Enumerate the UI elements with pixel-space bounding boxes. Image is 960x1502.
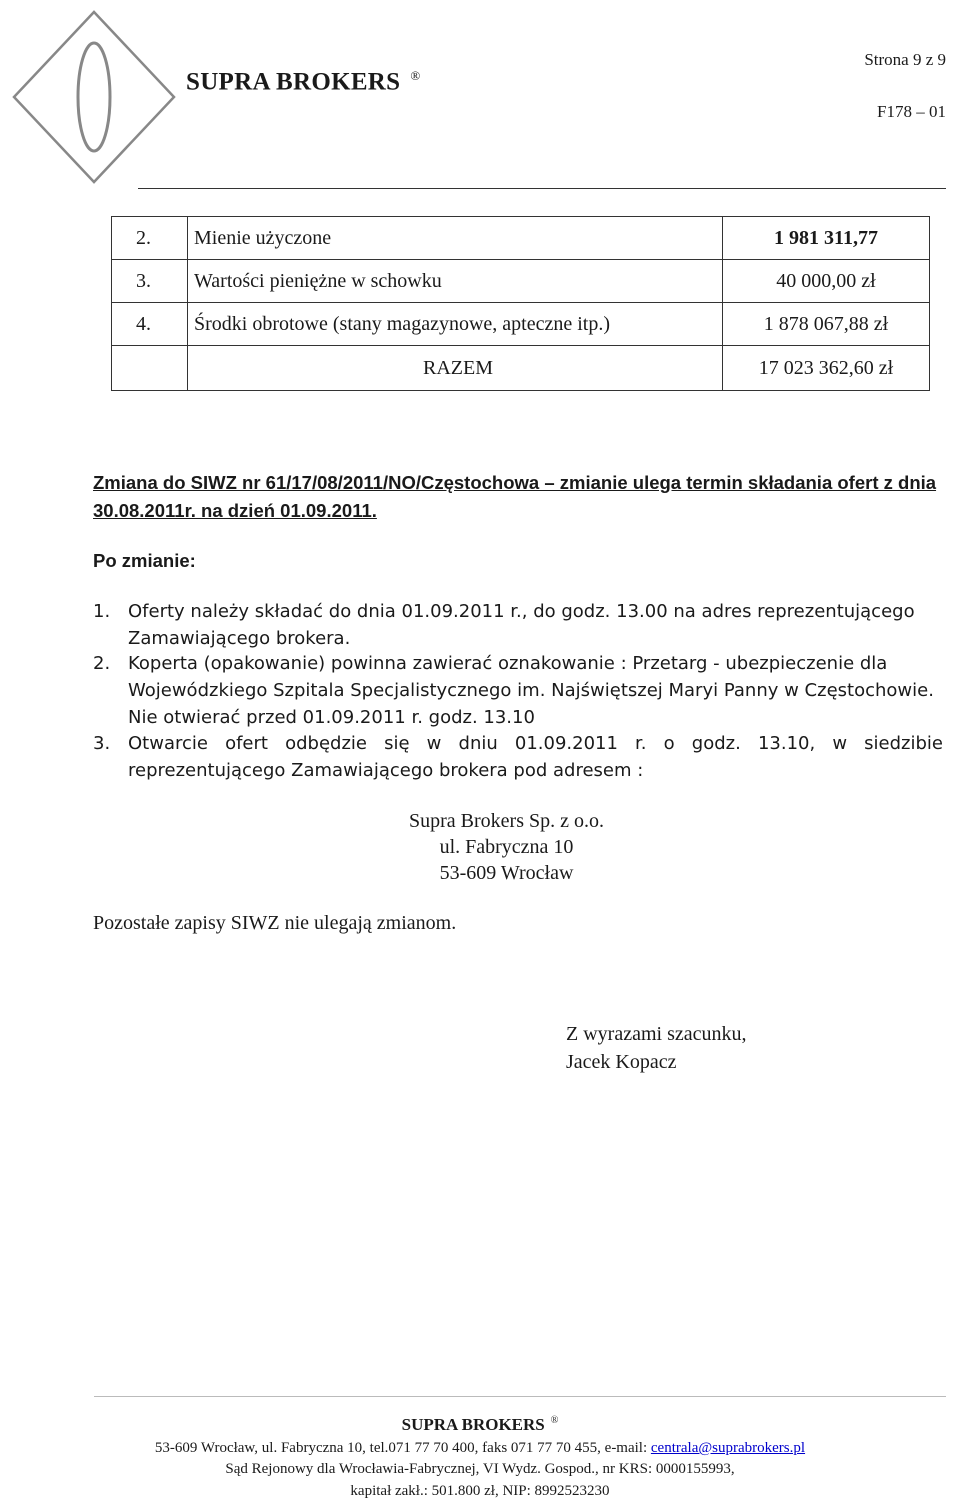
row-number: 4. (112, 303, 188, 346)
table-row (112, 303, 930, 346)
closing-greeting: Z wyrazami szacunku, (566, 1023, 747, 1045)
address-line: 53-609 Wrocław (439, 862, 574, 884)
row-name: Wartości pieniężne w schowku (188, 260, 723, 303)
header-divider (138, 188, 946, 189)
item-text: Otwarcie ofert odbędzie się w dniu 01.09.2011 r. o godz. 13.10, w siedzibie reprezentującego Zamawiającego brokera pod adresem : (128, 733, 943, 781)
footer-contact-line (0, 1440, 960, 1457)
item-text: Koperta (opakowanie) powinna zawierać oznakowanie : Przetarg - ubezpieczenie dla Wojewódzkiego Szpitala Specjalistycznego im. Najświętszej Maryi Panny w Częstochowie. Nie otwierać przed 01.09.2011 r. godz. 13.10 (128, 653, 934, 728)
item-number: 2. (93, 653, 111, 674)
item-number: 1. (93, 601, 111, 622)
total-number-cell (112, 346, 188, 391)
row-number: 2. (112, 217, 188, 260)
total-row (112, 346, 930, 391)
table-row (112, 217, 930, 260)
signatory-name: Jacek Kopacz (566, 1051, 677, 1073)
footer-contact-text: 53-609 Wrocław, ul. Fabryczna 10, tel.071 77 70 400, faks 071 77 70 455, e-mail: (154, 1440, 651, 1456)
closing-signature (566, 1020, 746, 1076)
footer-brand (0, 1415, 960, 1435)
remaining-provisions-note: Pozostałe zapisy SIWZ nie ulegają zmianom. (93, 912, 457, 934)
address-line: Supra Brokers Sp. z o.o. (409, 810, 604, 832)
registered-mark: ® (410, 68, 421, 83)
page-number: Strona 9 z 9 (864, 50, 946, 69)
footer-divider (94, 1396, 946, 1397)
after-change-label: Po zmianie: (93, 550, 196, 571)
company-logo (8, 8, 180, 186)
asset-table (111, 216, 930, 391)
row-value: 1 981 311,77 (723, 217, 930, 260)
row-name: Środki obrotowe (stany magazynowe, apteczne itp.) (188, 303, 723, 346)
email-link[interactable]: centrala@suprabrokers.pl (650, 1440, 806, 1456)
row-value: 40 000,00 zł (723, 260, 930, 303)
total-value: 17 023 362,60 zł (723, 346, 930, 391)
form-code: F178 – 01 (877, 102, 946, 121)
item-text: Oferty należy składać do dnia 01.09.2011 r., do godz. 13.00 na adres reprezentującego Zamawiającego brokera. (128, 601, 915, 649)
row-value: 1 878 067,88 zł (723, 303, 930, 346)
footer-capital-line: kapitał zakł.: 501.800 zł, NIP: 8992523230 (350, 1483, 610, 1499)
brand-text: SUPRA BROKERS (186, 68, 401, 96)
change-heading: Zmiana do SIWZ nr 61/17/08/2011/NO/Częstochowa – zmianie ulega termin składania ofert z dnia 30.08.2011r. na dzień 01.09.2011. (93, 472, 937, 521)
total-label: RAZEM (188, 346, 723, 391)
list-item (93, 650, 953, 731)
broker-address (409, 808, 604, 886)
footer-brand-text: SUPRA BROKERS (401, 1415, 545, 1434)
footer-registry-line: Sąd Rejonowy dla Wrocławia-Fabrycznej, VI Wydz. Gospod., nr KRS: 0000155993, (225, 1461, 735, 1477)
list-item (93, 598, 953, 652)
footer-registered-mark: ® (550, 1415, 559, 1427)
address-line: ul. Fabryczna 10 (439, 836, 574, 858)
item-number: 3. (93, 733, 111, 754)
row-number: 3. (112, 260, 188, 303)
brand-name (186, 68, 421, 96)
table-row (112, 260, 930, 303)
list-item (93, 730, 953, 784)
row-name: Mienie użyczone (188, 217, 723, 260)
